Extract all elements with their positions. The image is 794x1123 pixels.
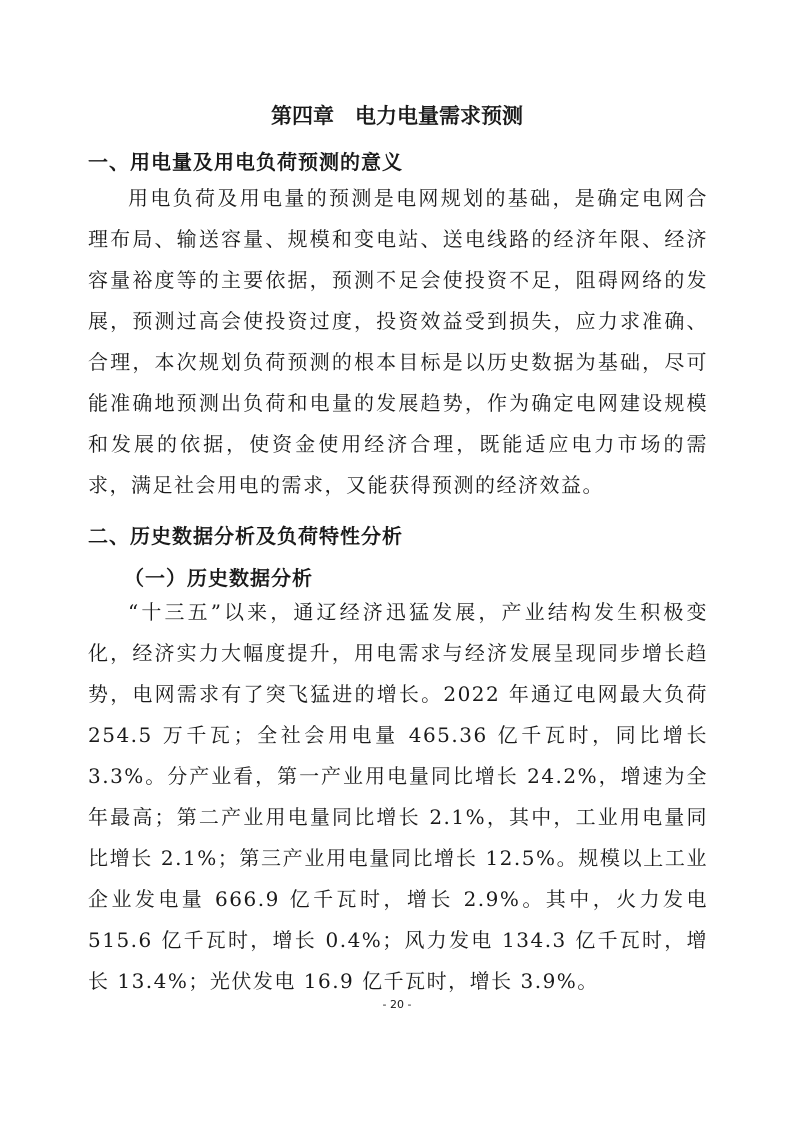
chapter-title: 第四章 电力电量需求预测 — [271, 104, 523, 128]
subsection-heading: （一）历史数据分析 — [124, 566, 313, 590]
section-2-paragraph: “十三五”以来，通辽经济迅猛发展，产业结构发生积极变化，经济实力大幅度提升，用电需求与经济发展呈现同步增长趋势，电网需求有了突飞猛进的增长。2022 年通辽电网最大负荷 254.5 万千瓦；全社会用电量 465.36 亿千瓦时，同比增长 3.3%。分产业看，第一产业用电量同比增长 24.2%，增速为全年最高；第二产业用电量同比增长 2.1%，其中，工业用电量同比增长 2.1%；第三产业用电量同比增长 12.5%。规模以上工业企业发电量 666.9 亿千瓦时，增长 2.9%。其中，火力发电 515.6 亿千瓦时，增长 0.4%；风力发电 134.3 亿千瓦时，增长 13.4%；光伏发电 16.9 亿千瓦时，增长 3.9%。 — [88, 600, 708, 993]
section-1-paragraph: 用电负荷及用电量的预测是电网规划的基础，是确定电网合理布局、输送容量、规模和变电站、送电线路的经济年限、经济容量裕度等的主要依据，预测不足会使投资不足，阻碍网络的发展，预测过高会使投资过度，投资效益受到损失，应力求准确、合理，本次规划负荷预测的根本目标是以历史数据为基础，尽可能准确地预测出负荷和电量的发展趋势，作为确定电网建设规模和发展的依据，使资金使用经济合理，既能适应电力市场的需求，满足社会用电的需求，又能获得预测的经济效益。 — [88, 186, 708, 497]
section-heading-1: 一、用电量及用电负荷预测的意义 — [88, 150, 403, 174]
section-heading-2: 二、历史数据分析及负荷特性分析 — [88, 524, 403, 548]
page-number: - 20 - — [382, 998, 412, 1011]
